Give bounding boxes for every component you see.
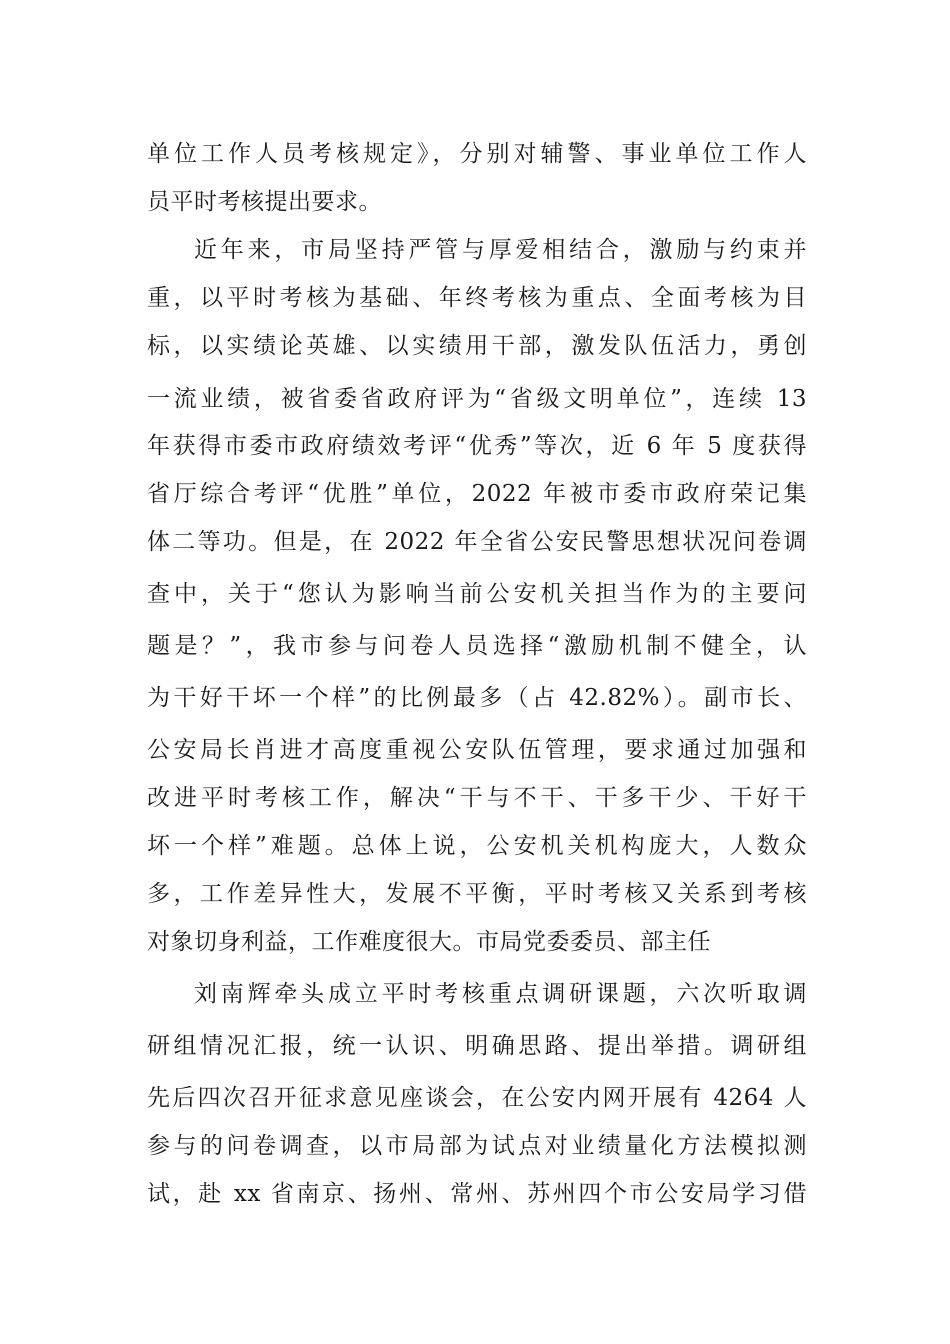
text-line: 省厅综合考评“优胜”单位，2022 年被市委市政府荣记集 [147,481,807,507]
text-line: 年获得市委市政府绩效考评“优秀”等次，近 6 年 5 度获得 [147,433,807,459]
text-line: 先后四次召开征求意见座谈会，在公安内网开展有 4264 人 [147,1085,807,1111]
text-line: 刘南辉牵头成立平时考核重点调研课题，六次听取调 [194,981,807,1007]
text-line: 坏一个样”难题。总体上说，公安机关机构庞大，人数众 [147,833,807,859]
text-line: 单位工作人员考核规定》，分别对辅警、事业单位工作人 [147,141,807,167]
text-line: 公安局长肖进才高度重视公安队伍管理，要求通过加强和 [147,737,807,763]
text-line: 体二等功。但是，在 2022 年全省公安民警思想状况问卷调 [147,529,807,555]
text-line: 题是？”，我市参与问卷人员选择“激励机制不健全，认 [147,633,807,659]
text-line: 试，赴 xx 省南京、扬州、常州、苏州四个市公安局学习借 [147,1181,807,1207]
text-line: 为干好干坏一个样”的比例最多（占 42.82%）。副市长、 [147,685,807,711]
text-line: 近年来，市局坚持严管与厚爱相结合，激励与约束并 [194,237,807,263]
text-line: 员平时考核提出要求。 [147,189,382,215]
text-line: 查中，关于“您认为影响当前公安机关担当作为的主要问 [147,581,807,607]
text-line: 改进平时考核工作，解决“干与不干、干多干少、干好干 [147,785,807,811]
text-line: 参与的问卷调查，以市局部为试点对业绩量化方法模拟测 [147,1133,807,1159]
text-line: 多，工作差异性大，发展不平衡，平时考核又关系到考核 [147,881,807,907]
text-line: 标，以实绩论英雄、以实绩用干部，激发队伍活力，勇创 [147,333,807,359]
text-line: 研组情况汇报，统一认识、明确思路、提出举措。调研组 [147,1033,807,1059]
text-line: 一流业绩，被省委省政府评为“省级文明单位”，连续 13 [147,386,807,412]
text-line: 重，以平时考核为基础、年终考核为重点、全面考核为目 [147,285,807,311]
text-line: 对象切身利益，工作难度很大。市局党委委员、部主任 [147,929,711,955]
